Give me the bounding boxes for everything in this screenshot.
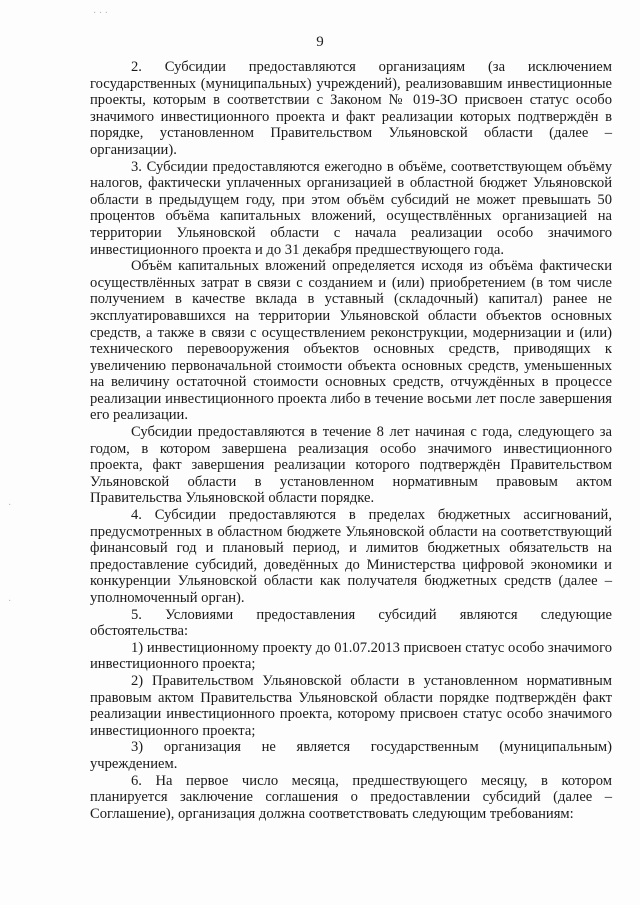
page-number: 9 [316,34,324,50]
paragraph-4: 4. Субсидии предоставляются в пределах бюджетных ассигнований, предусмотренных в областном бюджете Ульяновской области на соответствующий финансовый год и плановый период, и лимитов бюджетных обязательств на предоставление субсидий, доведённых до Министерства цифровой экономики и конкуренции Ульяновской области как получателя бюджетных средств (далее – уполномоченный орган). [90,507,612,606]
paragraph-2: 2. Субсидии предоставляются организациям (за исключением государственных (муниципальных) учреждений), реализовавшим инвестиционные проекты, которым в соответствии с Законом № 019-ЗО присвоен статус особо значимого инвестиционного проекта и факт реализации которых подтверждён в порядке, установленном Правительством Ульяновской области (далее – организации). [90,59,612,158]
paragraph-capital-investments: Объём капитальных вложений определяется исходя из объёма фактически осуществлённых затрат в связи с созданием и (или) приобретением (в том числе получением в качестве вклада в уставный (складочный) капитал) ранее не эксплуатировавшихся на территории Ульяновской области объектов основных средств, а также в связи с осуществлением реконструкции, модернизации и (или) технического перевооружения объектов основных средств, приводящих к увеличению первоначальной стоимости объекта основных средств, уменьшенных на величину остаточной стоимости основных средств, отчуждённых в процессе реализации инвестиционного проекта либо в течение восьми лет после завершения его реализации. [90,258,612,424]
paragraph-5: 5. Условиями предоставления субсидий являются следующие обстоятельства: [90,606,612,640]
scan-artifact: · · · [93,8,108,19]
paragraph-3: 3. Субсидии предоставляются ежегодно в объёме, соответствующем объёму налогов, фактически уплаченных организацией в областной бюджет Ульяновской области в предыдущем году, при этом объём субсидий не может превышать 50 процентов объёма капитальных вложений, осуществлённых организацией на территории Ульяновской области с начала реализации особо значимого инвестиционного проекта и до 31 декабря предшествующего года. [90,158,612,258]
paragraph-6: 6. На первое число месяца, предшествующего месяцу, в котором планируется заключение соглашения о предоставлении субсидий (далее – Соглашение), организация должна соответствовать следующим требованиям: [90,772,612,822]
paragraph-subsidy-period: Субсидии предоставляются в течение 8 лет начиная с года, следующего за годом, в котором завершена реализация особо значимого инвестиционного проекта, факт завершения реализации которого подтверждён Правительством Ульяновской области в установленном нормативным правовым актом Правительства Ульяновской области порядке. [90,424,612,507]
paragraph-5-item-2: 2) Правительством Ульяновской области в установленном нормативным правовым актом Правительства Ульяновской области порядке подтверждён факт реализации инвестиционного проекта, которому присвоен статус особо значимого инвестиционного проекта; [90,672,612,739]
paragraph-5-item-1: 1) инвестиционному проекту до 01.07.2013 присвоен статус особо значимого инвестиционного проекта; [90,639,612,673]
scan-artifact: · [8,596,12,607]
document-body [90,59,612,822]
scan-artifact: · [8,500,12,511]
paragraph-5-item-3: 3) организация не является государственным (муниципальным) учреждением. [90,739,612,772]
